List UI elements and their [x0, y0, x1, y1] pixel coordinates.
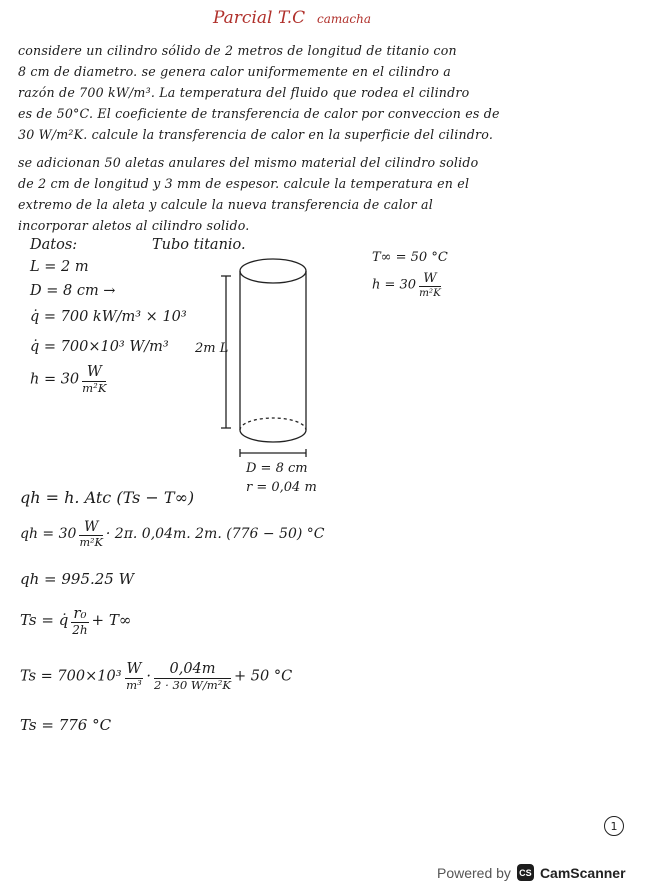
heat-transfer-result: qh = 995.25 W: [20, 570, 135, 588]
camscanner-brand: CamScanner: [539, 864, 626, 881]
given-diameter: D = 8 cm →: [30, 283, 116, 299]
material-label: Tubo titanio.: [152, 237, 246, 253]
cylinder-bottom-back: [240, 418, 306, 430]
surface-temperature-substituted: Ts = 700×10³ $\frac{W}{\text{m³}}$ · $\frac{0,04m}{\text{2 · 30 W/m²K}}$ + 50 °C: [20, 661, 293, 692]
cylinder-bottom-front: [240, 430, 306, 442]
camscanner-logo-icon: CS: [517, 864, 534, 881]
page-number: 1: [604, 816, 624, 836]
radius-label: r = 0,04 m: [246, 480, 317, 495]
given-heat-generation: q̇ = 700 kW/m³ × 10³: [30, 309, 187, 325]
given-heat-generation-si: q̇ = 700×10³ W/m³: [30, 339, 169, 355]
equation-convection: qh = h. Atc (Ts − T∞): [20, 488, 195, 507]
problem-line: 30 W/m²K. calcule la transferencia de calor en la superficie del cilindro.: [18, 127, 494, 142]
problem-line: razón de 700 kW/m³. La temperatura del fluido que rodea el cilindro: [18, 85, 470, 100]
problem-line: extremo de la aleta y calcule la nueva transferencia de calor al: [18, 197, 433, 212]
surface-temperature-formula: Ts = q̇ $\frac{\text{r₀}}{2h}$ + T∞: [20, 604, 132, 637]
datos-heading: Datos:: [30, 237, 78, 253]
powered-by-text: Powered by: [437, 864, 511, 881]
scanner-footer: [437, 864, 626, 881]
exam-title: Parcial T.C: [213, 8, 306, 28]
given-length: L = 2 m: [30, 259, 89, 275]
equation-convection-substituted: qh = 30 $\frac{W}{\text{m²K}}$ · 2π. 0,04m. 2m. (776 − 50) °C: [20, 519, 325, 549]
problem-line: se adicionan 50 aletas anulares del mismo material del cilindro solido: [18, 155, 479, 170]
student-name: camacha: [317, 12, 372, 26]
problem-line: de 2 cm de longitud y 3 mm de espesor. calcule la temperatura en el: [18, 176, 470, 191]
problem-line: incorporar aletos al cilindro solido.: [18, 218, 250, 233]
given-h-right: h = 30 $\frac{W}{\text{m²K}}$: [372, 271, 441, 299]
cylinder-top: [240, 259, 306, 283]
problem-line: 8 cm de diametro. se genera calor uniformemente en el cilindro a: [18, 64, 451, 79]
diameter-label: D = 8 cm: [246, 461, 308, 476]
surface-temperature-result: Ts = 776 °C: [20, 716, 112, 734]
problem-line: es de 50°C. El coeficiente de transferencia de calor por conveccion es de: [18, 106, 500, 121]
problem-line: considere un cilindro sólido de 2 metros de longitud de titanio con: [18, 43, 457, 58]
given-fluid-temperature: T∞ = 50 °C: [372, 250, 448, 265]
length-label: 2m L: [195, 341, 229, 356]
given-h: h = 30 $\frac{W}{\text{m²K}}$: [30, 364, 107, 395]
